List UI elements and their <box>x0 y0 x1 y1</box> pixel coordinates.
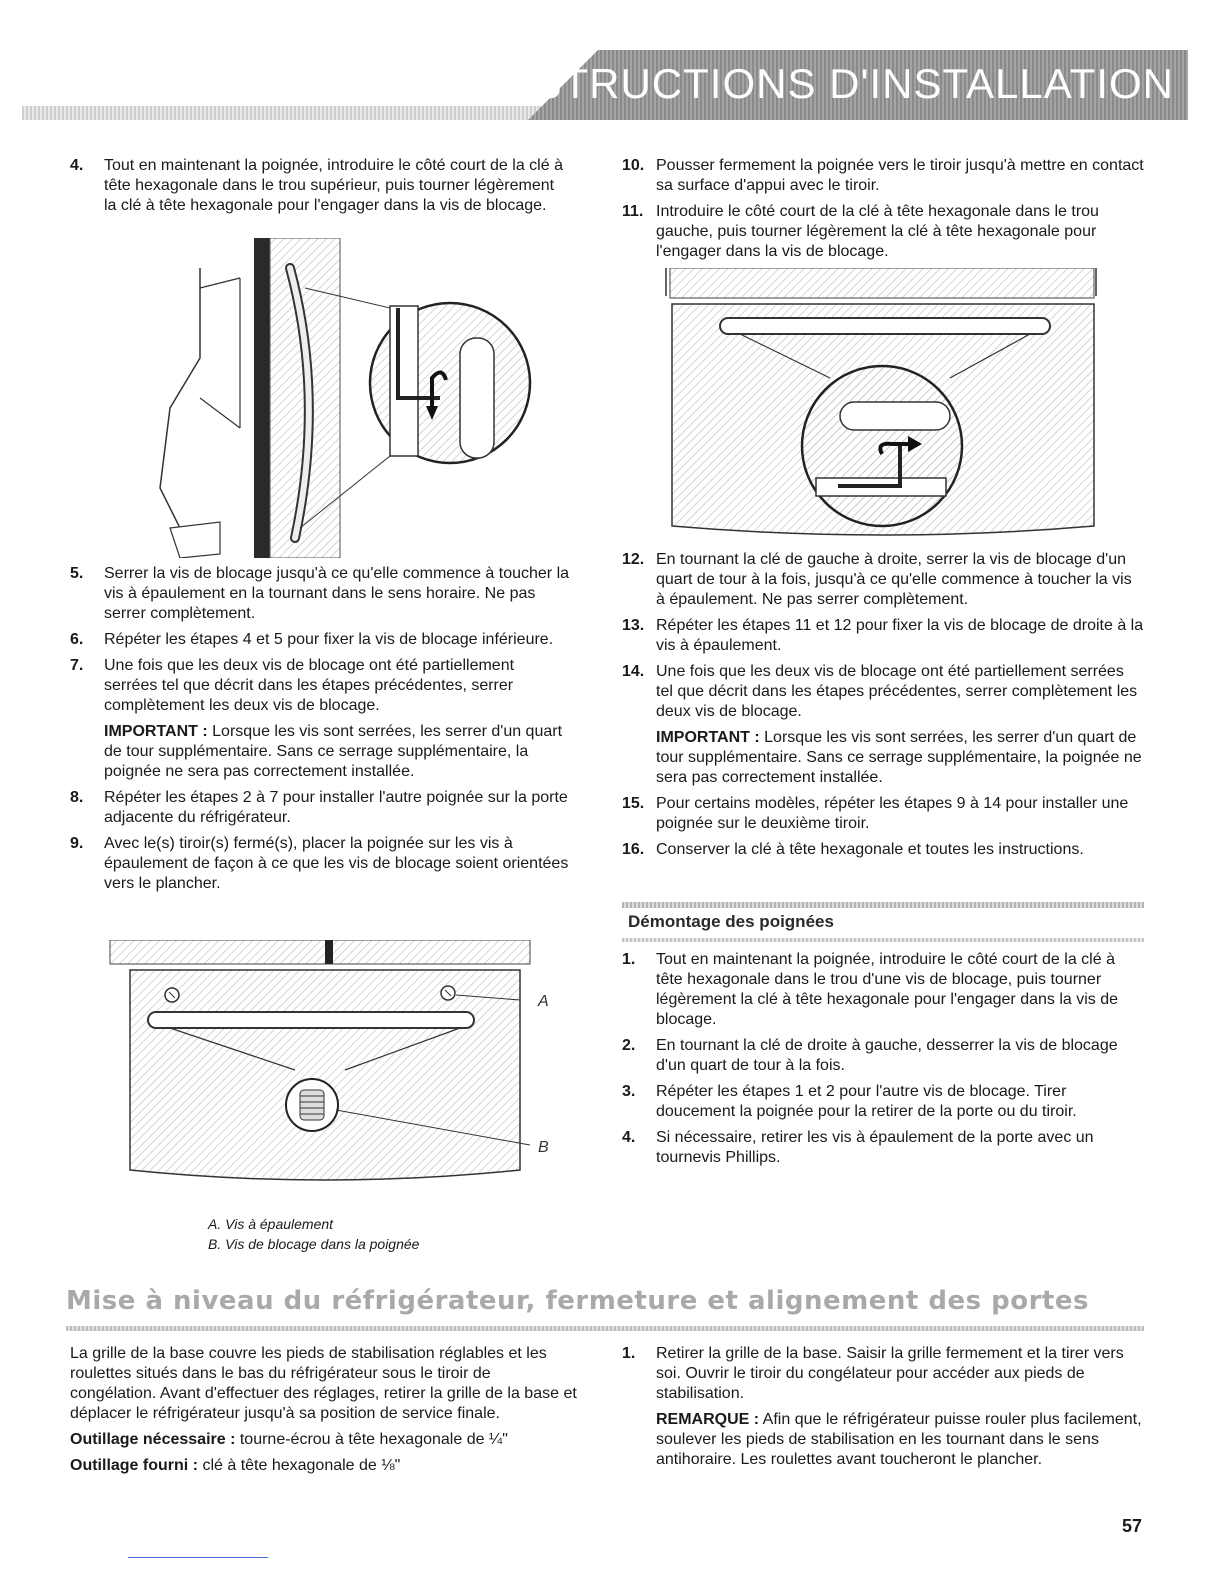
step-text: Tout en maintenant la poignée, introduire le côté court de la clé à tête hexagonale dans le trou d'une vis de blocage, puis tourner légèrement la clé à tête hexagonale pour l'engager dans la vis de blocage. <box>656 951 1119 1028</box>
page-title: INSTRUCTIONS D'INSTALLATION <box>489 60 1174 107</box>
step-number: 1. <box>622 951 636 968</box>
important-note <box>622 728 1144 788</box>
remark-label: REMARQUE : <box>656 1411 760 1428</box>
figure-caption-a: A. Vis à épaulement <box>208 1216 334 1232</box>
step-item <box>622 616 1144 656</box>
step-number: 10. <box>622 157 645 174</box>
fridge-door-left <box>160 268 240 558</box>
step-number: 1. <box>622 1345 636 1362</box>
step-text: Avec le(s) tiroir(s) fermé(s), placer la poignée sur les vis à épaulement de façon à ce que les vis de blocage soient orientées vers le plancher. <box>104 835 569 892</box>
leveling-right <box>622 1344 1144 1476</box>
step-item <box>622 662 1144 722</box>
step-text: Introduire le côté court de la clé à tête hexagonale dans le trou gauche, puis tourner légèrement la clé à tête hexagonale pour l'engager dans la vis de blocage. <box>656 203 1099 260</box>
step-number: 6. <box>70 631 84 648</box>
step-item <box>70 564 570 624</box>
step-text: Si nécessaire, retirer les vis à épaulement de la porte avec un tournevis Phillips. <box>656 1129 1094 1166</box>
right-steps-a <box>622 156 1144 268</box>
step-text: En tournant la clé de gauche à droite, serrer la vis de blocage d'un quart de tour à la fois, jusqu'à ce qu'elle commence à toucher la vis à épaulement. Ne pas serrer complètement. <box>656 551 1132 608</box>
left-steps-b <box>70 564 570 900</box>
hexkey-magnifier <box>802 366 962 526</box>
important-label: IMPORTANT : <box>656 729 760 746</box>
label-a: A <box>538 993 549 1010</box>
step-number: 14. <box>622 663 645 680</box>
heading-rule-bottom <box>622 938 1144 942</box>
handle-door-figure <box>140 238 540 558</box>
step-item <box>622 1344 1144 1404</box>
header-banner <box>22 50 1188 120</box>
step-item <box>622 1128 1144 1168</box>
removal-steps <box>622 950 1144 1174</box>
step-text: Une fois que les deux vis de blocage ont été partiellement serrées tel que décrit dans les étapes précédentes, serrer complètement les deux vis de blocage. <box>656 663 1138 720</box>
step-number: 5. <box>70 565 84 582</box>
step-text: Pour certains modèles, répéter les étapes 9 à 14 pour installer une poignée sur le deuxième tiroir. <box>656 795 1129 832</box>
figure-caption-b: B. Vis de blocage dans la poignée <box>208 1236 420 1252</box>
step-text: Répéter les étapes 1 et 2 pour l'autre vis de blocage. Tirer doucement la poignée pour la retirer de la porte ou du tiroir. <box>656 1083 1077 1120</box>
step-text: Pousser fermement la poignée vers le tiroir jusqu'à mettre en contact sa surface d'appui avec le tiroir. <box>656 157 1144 194</box>
step-item <box>622 794 1144 834</box>
step-item <box>70 656 570 716</box>
step-text: Retirer la grille de la base. Saisir la grille fermement et la tirer vers soi. Ouvrir le tiroir du congélateur pour accéder aux pieds de stabilisation. <box>656 1345 1124 1402</box>
step-number: 8. <box>70 789 84 806</box>
drawer-body <box>110 940 530 1180</box>
removal-heading-box <box>622 902 1144 942</box>
step-text: Serrer la vis de blocage jusqu'à ce qu'elle commence à toucher la vis à épaulement en la tournant dans le sens horaire. Ne pas serrer complètement. <box>104 565 570 622</box>
step-item <box>622 550 1144 610</box>
leveling-section-title: Mise à niveau du réfrigérateur, fermeture et alignement des portes <box>66 1286 1089 1316</box>
tools-supplied <box>70 1456 580 1476</box>
step-number: 4. <box>622 1129 636 1146</box>
step-number: 15. <box>622 795 645 812</box>
tools-needed-text: tourne-écrou à tête hexagonale de ¼" <box>239 1431 508 1448</box>
tools-supplied-label: Outillage fourni : <box>70 1457 198 1474</box>
step-item <box>70 156 570 216</box>
important-label: IMPORTANT : <box>104 723 208 740</box>
page-number: 57 <box>1121 1516 1142 1536</box>
right-steps-b <box>622 550 1144 866</box>
tools-supplied-text: clé à tête hexagonale de ⅛" <box>202 1457 401 1474</box>
step-text: Répéter les étapes 2 à 7 pour installer l'autre poignée sur la porte adjacente du réfrigérateur. <box>104 789 568 826</box>
important-text: Lorsque les vis sont serrées, les serrer d'un quart de tour supplémentaire. Sans ce serrage supplémentaire, la poignée ne sera pas correctement installée. <box>656 729 1142 786</box>
drawer-handle-figure <box>100 940 560 1210</box>
section-rule <box>66 1326 1144 1331</box>
left-steps-a <box>70 156 570 222</box>
step-number: 7. <box>70 657 84 674</box>
drawer-hexkey-figure <box>660 268 1110 540</box>
shoulder-screw-left <box>165 988 179 1002</box>
step-text: Répéter les étapes 11 et 12 pour fixer la vis de blocage de droite à la vis à épaulement. <box>656 617 1144 654</box>
important-text: Lorsque les vis sont serrées, les serrer d'un quart de tour supplémentaire. Sans ce serrage supplémentaire, la poignée ne sera pas correctement installée. <box>104 723 563 780</box>
label-b: B <box>538 1139 549 1156</box>
tools-needed <box>70 1430 580 1450</box>
step-item <box>622 1036 1144 1076</box>
step-item <box>622 840 1144 860</box>
step-number: 3. <box>622 1083 636 1100</box>
step-number: 9. <box>70 835 84 852</box>
step-number: 2. <box>622 1037 636 1054</box>
step-item <box>70 788 570 828</box>
leveling-left <box>70 1344 580 1482</box>
step-number: 12. <box>622 551 645 568</box>
important-note <box>70 722 570 782</box>
removal-heading: Démontage des poignées <box>628 912 834 931</box>
drawer-top <box>666 268 1096 298</box>
step-item <box>622 202 1144 262</box>
step-text: Répéter les étapes 4 et 5 pour fixer la vis de blocage inférieure. <box>104 631 554 648</box>
heading-rule-top <box>622 902 1144 908</box>
step-text: Une fois que les deux vis de blocage ont été partiellement serrées tel que décrit dans les étapes précédentes, serrer complètement les deux vis de blocage. <box>104 657 515 714</box>
step-text: Tout en maintenant la poignée, introduire le côté court de la clé à tête hexagonale dans le trou supérieur, puis tourner légèrement la clé à tête hexagonale pour l'engager dans la vis de blocage. <box>104 157 563 214</box>
footer-line <box>128 1557 268 1558</box>
tools-needed-label: Outillage nécessaire : <box>70 1431 236 1448</box>
step-item <box>70 834 570 894</box>
step-number: 13. <box>622 617 645 634</box>
step-item <box>622 1082 1144 1122</box>
step-item <box>70 630 570 650</box>
step-text: En tournant la clé de droite à gauche, desserrer la vis de blocage d'un quart de tour à la fois. <box>656 1037 1118 1074</box>
remark-text: Afin que le réfrigérateur puisse rouler plus facilement, soulever les pieds de stabilisation en les tournant dans le sens antihoraire. Les roulettes avant toucheront le plancher. <box>656 1411 1142 1468</box>
step-item <box>622 950 1144 1030</box>
remark-note <box>622 1410 1144 1470</box>
step-text: Conserver la clé à tête hexagonale et toutes les instructions. <box>656 841 1084 858</box>
step-number: 16. <box>622 841 645 858</box>
step-item <box>622 156 1144 196</box>
step-number: 11. <box>622 203 644 220</box>
step-number: 4. <box>70 157 84 174</box>
leveling-intro: La grille de la base couvre les pieds de stabilisation réglables et les roulettes situés dans le bas du réfrigérateur sous le tiroir de congélation. Avant d'effectuer des réglages, retirer la grille de la base et déplacer le réfrigérateur jusqu'à sa position de service finale. <box>70 1345 577 1422</box>
detail-magnifier <box>370 303 530 463</box>
